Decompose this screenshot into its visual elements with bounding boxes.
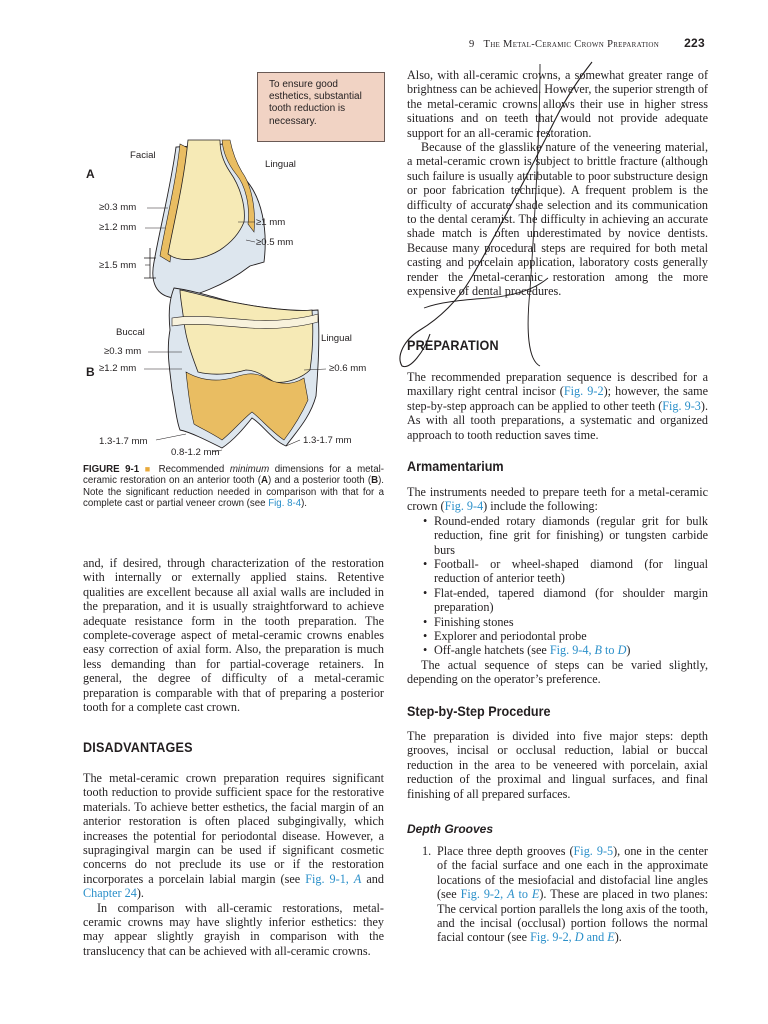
link-fig-9-3[interactable]: Fig. 9-3 [662, 398, 701, 413]
fig-label-a: A [86, 167, 95, 181]
chapter-number: 9 [468, 39, 475, 50]
preparation-paragraph: The recommended preparation sequence is described for a maxillary right central incisor (Fig. 9-2); however, the same step-by-step approach can be applied to other teeth (Fig. 9-3). As with all tooth preparations, a systematic and organized approach to tooth reduction saves time. [407, 370, 708, 442]
depth-grooves-step-1: 1. Place three depth grooves (Fig. 9-5), one in the center of the facial surface and one each in the approximate locations of the mesiofacial and distofacial line angles (see Fig. 9-2, A to E). These are placed in two planes: The cervical portion parallels the long axis of the tooth, and the incisal (occlusal) portion follows the normal facial contour (see Fig. 9-2, D and E). [422, 844, 708, 945]
label-b-buccal-cusp: 1.3-1.7 mm [99, 436, 148, 447]
link-fig-9-4[interactable]: Fig. 9-4 [444, 499, 484, 514]
label-a-min-0-5: ≥0.5 mm [256, 237, 294, 248]
chapter-title: The Metal-Ceramic Crown Preparation [483, 39, 660, 50]
label-a-min-1: ≥1 mm [256, 217, 286, 228]
label-lingual-b: Lingual [321, 333, 352, 344]
label-b-min-0-3: ≥0.3 mm [104, 346, 142, 357]
link-fig-9-4-bd[interactable]: Fig. 9-4, B to D [549, 643, 627, 658]
list-item: • Explorer and periodontal probe [407, 629, 708, 643]
list-item: • Finishing stones [407, 615, 708, 629]
label-b-lingual-cusp: 1.3-1.7 mm [303, 435, 352, 446]
posterior-tooth-diagram [144, 288, 326, 452]
armamentarium-body: The instruments needed to prepare teeth for a metal-ceramic crown (Fig. 9-4) include the following: • Round-ended rotary diamonds (regular grit for bulk reduction, fine grit for finishing) or tungsten carbide burs • Football- or wheel-shaped diamond (for lingual reduction of anterior teeth) • Flat-ended, tapered diamond (for shoulder margin preparation) • Finishing stones • Explorer and periodontal probe • Off-angle hatchets (see Fig. 9-4, B to D) The actual sequence of steps can be varied slightly, depending on the operator’s preference. [407, 485, 708, 687]
anterior-tooth-diagram [144, 140, 265, 298]
posterior-dentin-core [180, 290, 313, 382]
label-b-fossa: 0.8-1.2 mm [171, 447, 220, 458]
fig-label-b: B [86, 365, 95, 379]
heading-step-by-step: Step-by-Step Procedure [407, 703, 551, 719]
figure-note-box [257, 72, 385, 142]
list-item: • Round-ended rotary diamonds (regular grit for bulk reduction, fine grit for finishing) or tungsten carbide burs [407, 514, 708, 557]
link-fig-9-2[interactable]: Fig. 9-2 [563, 384, 604, 399]
label-a-min-0-3: ≥0.3 mm [99, 202, 137, 213]
heading-preparation: PREPARATION [407, 337, 499, 353]
link-fig-9-1[interactable]: Fig. 9-1, A [305, 871, 362, 886]
heading-armamentarium: Armamentarium [407, 458, 504, 474]
link-fig-9-5[interactable]: Fig. 9-5 [573, 844, 614, 858]
step-by-step-body: The preparation is divided into five major steps: depth grooves, incisal or occlusal reduction, labial or buccal reduction in the area to be veneered with porcelain, axial reduction of the proximal and lingual surfaces, and final finishing of all prepared surfaces. [407, 729, 708, 801]
label-b-min-0-6: ≥0.6 mm [329, 363, 367, 374]
link-fig-9-2-de[interactable]: Fig. 9-2, D and E [530, 930, 615, 945]
label-facial: Facial [130, 150, 156, 161]
label-a-min-1-5: ≥1.5 mm [99, 260, 137, 271]
list-item: • Off-angle hatchets (see Fig. 9-4, B to D) [407, 643, 708, 657]
left-body-paragraph-1: and, if desired, through characterization of the restoration with internally or externally applied stains. Retentive qualities are excellent because all axial walls are included in the preparation, and it is usually straightforward to achieve adequate resistance form in the tooth preparation. The complete-coverage aspect of metal-ceramic crowns enables easy correction of axial form. Also, the preparation is much less demanding than for partial-coverage retainers. In general, the degree of difficulty of a metal-ceramic preparation is comparable with that of preparing a posterior tooth for a complete cast crown. [83, 556, 384, 715]
left-body-disadvantages: The metal-ceramic crown preparation requires significant tooth reduction to provide sufficient space for the restorative materials. To achieve better esthetics, the facial margin of an anterior restoration is often placed subgingivally, which increases the potential for periodontal disease. However, a supragingival margin can be used if significant cosmetic concerns do not preclude its use or if the restoration incorporates a porcelain labial margin (see Fig. 9-1, A and Chapter 24). In comparison with all-ceramic restorations, metal-ceramic crowns may have slightly inferior esthetics: they may appear slightly grayish in comparison with the translucency that can be achieved with all-ceramic crowns. [83, 771, 384, 958]
label-b-min-1-2: ≥1.2 mm [99, 363, 137, 374]
page-number: 223 [684, 36, 705, 50]
list-item: • Football- or wheel-shaped diamond (for lingual reduction of anterior teeth) [407, 557, 708, 586]
step-number: 1. [422, 844, 432, 858]
list-item: • Flat-ended, tapered diamond (for shoulder margin preparation) [407, 586, 708, 615]
right-body-top: Also, with all-ceramic crowns, a somewhat greater range of brightness can be achieved. However, the superior strength of the metal-ceramic crowns allows their use in higher stress situations and on teeth that would not provide adequate support for an all-ceramic restoration. Because of the glasslike nature of the veneering material, a metal-ceramic crown is subject to brittle fracture (although such failure is usually attributable to poor substructure design or poor fabrication technique). A frequent problem is the difficulty of accurate shade selection and its communication to the dental ceramist. The difficulty in achieving an accurate shade match is often underestimated by novice dentists. Because many procedural steps are required for both metal casting and porcelain application, laboratory costs generally render the metal-ceramic restoration among the more expensive of dental procedures. [407, 68, 708, 299]
caption-link-fig-8-4[interactable]: Fig. 8-4 [268, 497, 302, 509]
heading-depth-grooves: Depth Grooves [407, 822, 494, 836]
figure-caption: FIGURE 9-1 ■ Recommended minimum dimensions for a metal-ceramic restoration on an anterior tooth (A) and a posterior tooth (B). Note the significant reduction needed in comparison with that for a complete cast or partial veneer crown (see Fig. 8-4). [83, 464, 385, 509]
link-fig-9-2-ae[interactable]: Fig. 9-2, A to E [460, 887, 540, 902]
label-a-min-1-2: ≥1.2 mm [99, 222, 137, 233]
label-lingual-a: Lingual [265, 159, 296, 170]
note-text: To ensure good esthetics, substantial tooth reduction is necessary. [269, 79, 362, 127]
link-chapter-24[interactable]: Chapter 24 [83, 886, 137, 901]
label-buccal: Buccal [116, 327, 145, 338]
instrument-list [407, 514, 708, 658]
heading-disadvantages: DISADVANTAGES [83, 739, 193, 755]
